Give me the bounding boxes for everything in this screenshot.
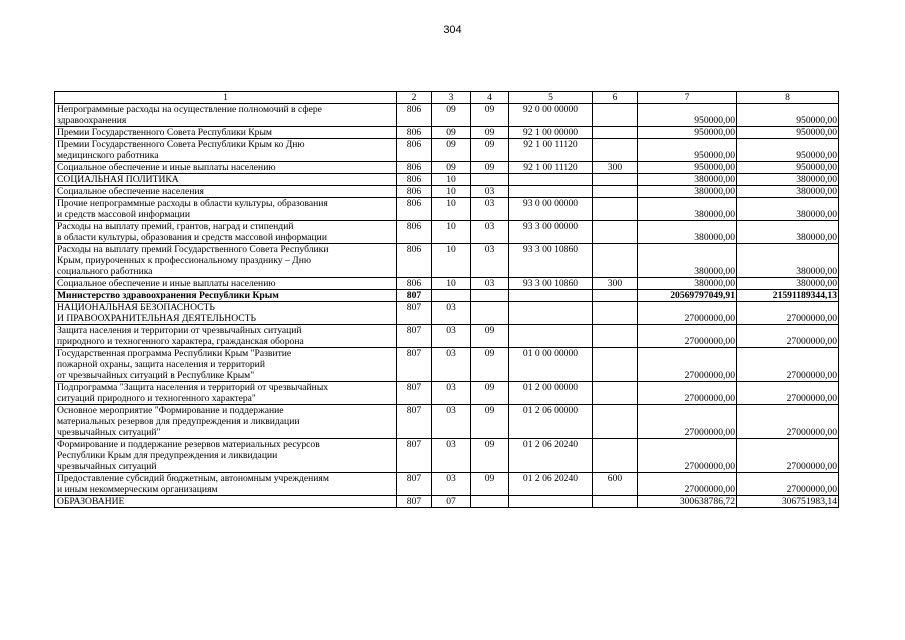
table-row	[55, 278, 839, 290]
section-cell: 03	[432, 473, 471, 496]
subsection-cell: 09	[471, 104, 509, 127]
section-cell: 09	[432, 162, 471, 174]
table-row	[55, 244, 839, 278]
ministry-code-cell: 807	[397, 348, 432, 382]
sum-year2-cell: 27000000,00	[737, 439, 839, 473]
table-row	[55, 348, 839, 382]
sum-year2-cell: 21591189344,13	[737, 290, 839, 302]
item-name-cell: Социальное обеспечение населения	[55, 186, 397, 198]
column-header-4: 4	[471, 92, 509, 104]
ministry-code-cell: 806	[397, 221, 432, 244]
subsection-cell: 09	[471, 139, 509, 162]
item-name-cell: Министерство здравоохранения Республики Крым	[55, 290, 397, 302]
section-cell: 10	[432, 198, 471, 221]
sum-year2-cell: 380000,00	[737, 174, 839, 186]
column-header-6: 6	[593, 92, 638, 104]
target-article-cell: 92 1 00 11120	[509, 139, 593, 162]
expense-type-cell	[593, 127, 638, 139]
header-row	[55, 92, 839, 104]
sum-year2-cell: 27000000,00	[737, 348, 839, 382]
target-article-cell: 93 3 00 10860	[509, 244, 593, 278]
target-article-cell: 92 1 00 00000	[509, 127, 593, 139]
subsection-cell: 03	[471, 186, 509, 198]
sum-year1-cell: 380000,00	[638, 221, 737, 244]
sum-year2-cell: 950000,00	[737, 104, 839, 127]
section-cell: 07	[432, 496, 471, 508]
subsection-cell: 09	[471, 127, 509, 139]
sum-year2-cell: 950000,00	[737, 162, 839, 174]
target-article-cell: 01 2 06 20240	[509, 439, 593, 473]
sum-year2-cell: 27000000,00	[737, 382, 839, 405]
expense-type-cell: 300	[593, 162, 638, 174]
subsection-cell	[471, 174, 509, 186]
sum-year1-cell: 27000000,00	[638, 439, 737, 473]
expense-type-cell	[593, 198, 638, 221]
sum-year1-cell: 380000,00	[638, 198, 737, 221]
sum-year2-cell: 380000,00	[737, 198, 839, 221]
table-row	[55, 162, 839, 174]
section-cell: 10	[432, 174, 471, 186]
ministry-code-cell: 806	[397, 244, 432, 278]
expense-type-cell	[593, 186, 638, 198]
target-article-cell	[509, 302, 593, 325]
target-article-cell	[509, 186, 593, 198]
ministry-code-cell: 806	[397, 162, 432, 174]
column-header-1: 1	[55, 92, 397, 104]
section-cell	[432, 290, 471, 302]
subsection-cell: 09	[471, 405, 509, 439]
subsection-cell: 09	[471, 325, 509, 348]
subsection-cell: 03	[471, 198, 509, 221]
expense-type-cell	[593, 221, 638, 244]
table-row	[55, 127, 839, 139]
expense-type-cell: 300	[593, 278, 638, 290]
subsection-cell: 03	[471, 244, 509, 278]
item-name-cell: Премии Государственного Совета Республики Крым	[55, 127, 397, 139]
ministry-code-cell: 806	[397, 174, 432, 186]
sum-year2-cell: 27000000,00	[737, 473, 839, 496]
item-name-cell: Расходы на выплату премий, грантов, наград и стипендий в области культуры, образования и средств массовой информации	[55, 221, 397, 244]
item-name-cell: СОЦИАЛЬНАЯ ПОЛИТИКА	[55, 174, 397, 186]
budget-table	[54, 91, 839, 508]
expense-type-cell	[593, 382, 638, 405]
sum-year2-cell: 27000000,00	[737, 405, 839, 439]
ministry-code-cell: 807	[397, 325, 432, 348]
page-number: 304	[443, 24, 462, 36]
sum-year1-cell: 380000,00	[638, 186, 737, 198]
sum-year1-cell: 380000,00	[638, 278, 737, 290]
item-name-cell: Защита населения и территории от чрезвычайных ситуаций природного и техногенного характера, гражданская оборона	[55, 325, 397, 348]
column-header-7: 7	[638, 92, 737, 104]
subsection-cell: 09	[471, 162, 509, 174]
column-header-8: 8	[737, 92, 839, 104]
target-article-cell	[509, 325, 593, 348]
sum-year2-cell: 950000,00	[737, 139, 839, 162]
expense-type-cell	[593, 325, 638, 348]
column-header-5: 5	[509, 92, 593, 104]
ministry-code-cell: 807	[397, 473, 432, 496]
section-cell: 10	[432, 244, 471, 278]
item-name-cell: Прочие непрограммные расходы в области культуры, образования и средств массовой информации	[55, 198, 397, 221]
expense-type-cell	[593, 496, 638, 508]
section-cell: 10	[432, 221, 471, 244]
table-row	[55, 221, 839, 244]
item-name-cell: Основное мероприятие "Формирование и поддержание материальных резервов для предупреждения и ликвидации чрезвычайных ситуаций"	[55, 405, 397, 439]
subsection-cell: 09	[471, 473, 509, 496]
subsection-cell: 03	[471, 221, 509, 244]
sum-year1-cell: 27000000,00	[638, 405, 737, 439]
section-cell: 03	[432, 325, 471, 348]
ministry-code-cell: 807	[397, 439, 432, 473]
sum-year1-cell: 950000,00	[638, 162, 737, 174]
sum-year1-cell: 27000000,00	[638, 302, 737, 325]
target-article-cell: 93 0 00 00000	[509, 198, 593, 221]
sum-year1-cell: 950000,00	[638, 139, 737, 162]
expense-type-cell	[593, 174, 638, 186]
sum-year1-cell: 27000000,00	[638, 382, 737, 405]
section-cell: 03	[432, 348, 471, 382]
subsection-cell	[471, 302, 509, 325]
item-name-cell: Социальное обеспечение и иные выплаты населению	[55, 162, 397, 174]
ministry-code-cell: 806	[397, 198, 432, 221]
ministry-code-cell: 806	[397, 127, 432, 139]
sum-year1-cell: 380000,00	[638, 244, 737, 278]
ministry-code-cell: 806	[397, 139, 432, 162]
sum-year1-cell: 300638786,72	[638, 496, 737, 508]
item-name-cell: Премии Государственного Совета Республики Крым ко Дню медицинского работника	[55, 139, 397, 162]
item-name-cell: Расходы на выплату премий Государственного Совета Республики Крым, приуроченных к профессиональному празднику – Дню социального работника	[55, 244, 397, 278]
item-name-cell: Формирование и поддержание резервов материальных ресурсов Республики Крым для предупреждения и ликвидации чрезвычайных ситуаций	[55, 439, 397, 473]
expense-type-cell	[593, 348, 638, 382]
ministry-code-cell: 807	[397, 405, 432, 439]
section-cell: 03	[432, 439, 471, 473]
column-header-2: 2	[397, 92, 432, 104]
item-name-cell: Подпрограмма "Защита населения и территорий от чрезвычайных ситуаций природного и техногенного характера"	[55, 382, 397, 405]
table-row	[55, 382, 839, 405]
section-cell: 10	[432, 278, 471, 290]
target-article-cell: 01 2 00 00000	[509, 382, 593, 405]
section-cell: 10	[432, 186, 471, 198]
subsection-cell: 09	[471, 348, 509, 382]
expense-type-cell	[593, 290, 638, 302]
expense-type-cell	[593, 104, 638, 127]
target-article-cell: 93 3 00 00000	[509, 221, 593, 244]
target-article-cell: 92 0 00 00000	[509, 104, 593, 127]
sum-year2-cell: 27000000,00	[737, 302, 839, 325]
expense-type-cell	[593, 302, 638, 325]
section-cell: 09	[432, 139, 471, 162]
section-cell: 09	[432, 127, 471, 139]
ministry-code-cell: 806	[397, 186, 432, 198]
table-row	[55, 473, 839, 496]
subsection-cell: 03	[471, 278, 509, 290]
sum-year1-cell: 27000000,00	[638, 473, 737, 496]
subsection-cell: 09	[471, 439, 509, 473]
table-row	[55, 104, 839, 127]
item-name-cell: НАЦИОНАЛЬНАЯ БЕЗОПАСНОСТЬ И ПРАВООХРАНИТЕЛЬНАЯ ДЕЯТЕЛЬНОСТЬ	[55, 302, 397, 325]
subsection-cell: 09	[471, 382, 509, 405]
target-article-cell: 01 0 00 00000	[509, 348, 593, 382]
table-row	[55, 174, 839, 186]
ministry-code-cell: 806	[397, 104, 432, 127]
table-row	[55, 325, 839, 348]
table-row	[55, 139, 839, 162]
sum-year1-cell: 20569797049,91	[638, 290, 737, 302]
expense-type-cell	[593, 139, 638, 162]
sum-year1-cell: 950000,00	[638, 127, 737, 139]
sum-year2-cell: 380000,00	[737, 278, 839, 290]
ministry-code-cell: 807	[397, 290, 432, 302]
ministry-code-cell: 807	[397, 302, 432, 325]
target-article-cell: 01 2 06 00000	[509, 405, 593, 439]
item-name-cell: ОБРАЗОВАНИЕ	[55, 496, 397, 508]
table-row	[55, 290, 839, 302]
sum-year2-cell: 950000,00	[737, 127, 839, 139]
subsection-cell	[471, 496, 509, 508]
sum-year1-cell: 380000,00	[638, 174, 737, 186]
target-article-cell	[509, 174, 593, 186]
ministry-code-cell: 807	[397, 382, 432, 405]
section-cell: 03	[432, 405, 471, 439]
ministry-code-cell: 807	[397, 496, 432, 508]
sum-year2-cell: 306751983,14	[737, 496, 839, 508]
section-cell: 09	[432, 104, 471, 127]
sum-year2-cell: 380000,00	[737, 244, 839, 278]
sum-year2-cell: 380000,00	[737, 221, 839, 244]
section-cell: 03	[432, 302, 471, 325]
subsection-cell	[471, 290, 509, 302]
table-row	[55, 186, 839, 198]
expense-type-cell	[593, 439, 638, 473]
sum-year1-cell: 27000000,00	[638, 325, 737, 348]
table-row	[55, 439, 839, 473]
table-row	[55, 496, 839, 508]
item-name-cell: Социальное обеспечение и иные выплаты населению	[55, 278, 397, 290]
sum-year2-cell: 27000000,00	[737, 325, 839, 348]
sum-year1-cell: 27000000,00	[638, 348, 737, 382]
target-article-cell	[509, 496, 593, 508]
item-name-cell: Предоставление субсидий бюджетным, автономным учреждениям и иным некоммерческим организациям	[55, 473, 397, 496]
section-cell: 03	[432, 382, 471, 405]
target-article-cell: 92 1 00 11120	[509, 162, 593, 174]
table-row	[55, 405, 839, 439]
column-header-3: 3	[432, 92, 471, 104]
item-name-cell: Государственная программа Республики Крым "Развитие пожарной охраны, защита населения и территорий от чрезвычайных ситуаций в Республике Крым"	[55, 348, 397, 382]
target-article-cell	[509, 290, 593, 302]
item-name-cell: Непрограммные расходы на осуществление полномочий в сфере здравоохранения	[55, 104, 397, 127]
expense-type-cell	[593, 405, 638, 439]
target-article-cell: 93 3 00 10860	[509, 278, 593, 290]
table-row	[55, 302, 839, 325]
table-row	[55, 198, 839, 221]
ministry-code-cell: 806	[397, 278, 432, 290]
expense-type-cell: 600	[593, 473, 638, 496]
target-article-cell: 01 2 06 20240	[509, 473, 593, 496]
expense-type-cell	[593, 244, 638, 278]
sum-year1-cell: 950000,00	[638, 104, 737, 127]
sum-year2-cell: 380000,00	[737, 186, 839, 198]
